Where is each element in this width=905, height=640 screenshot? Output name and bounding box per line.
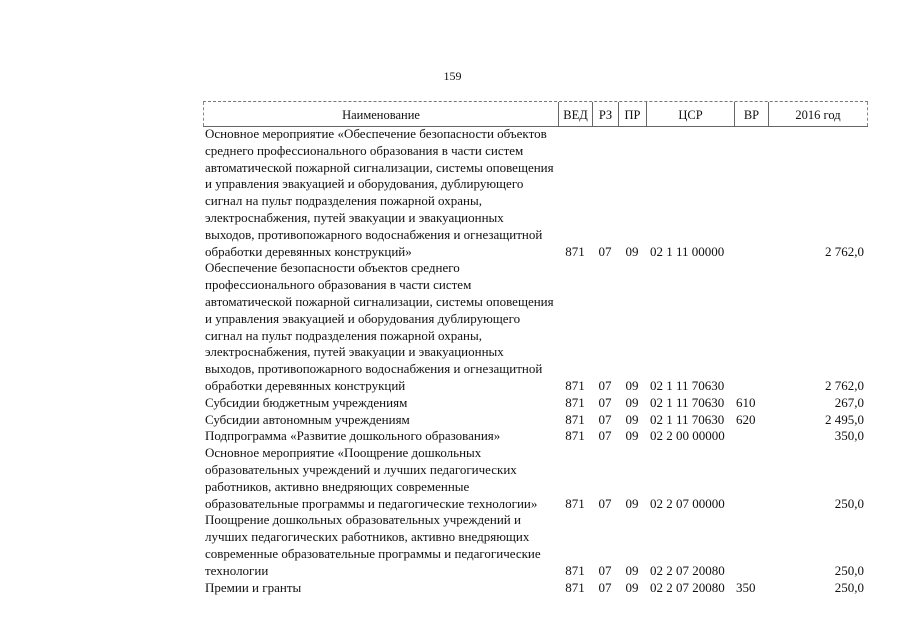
row-name-line: Субсидии бюджетным учреждениям: [205, 394, 408, 410]
header-csr: ЦСР: [646, 102, 734, 126]
row-name: [203, 260, 555, 394]
cell-vr: 350: [736, 579, 756, 595]
row-name-line: Поощрение дошкольных образовательных учреждений и: [205, 512, 521, 528]
row-name: [203, 512, 555, 579]
cell-csr: 02 2 07 00000: [650, 495, 725, 511]
cell-amount: 2 495,0: [825, 411, 864, 427]
cell-csr: 02 2 00 00000: [650, 428, 725, 444]
row-name-line: среднего профессионального образования в части систем: [205, 142, 524, 158]
cell-rz: 07: [598, 562, 612, 578]
row-name-line: автоматической пожарной сигнализации, системы оповещения: [205, 159, 554, 175]
header-name: Наименование: [203, 102, 558, 126]
table-body: [203, 126, 868, 596]
cell-ved: 871: [565, 243, 585, 259]
cell-csr: 02 1 11 70630: [650, 394, 725, 410]
row-name-line: электроснабжения, путей эвакуации и эвакуационных: [205, 344, 504, 360]
row-name-line: Подпрограмма «Развитие дошкольного образования»: [205, 428, 501, 444]
cell-pr: 09: [625, 579, 639, 595]
cell-amount: 267,0: [834, 394, 864, 410]
cell-csr: 02 2 07 20080: [650, 579, 725, 595]
row-name-line: Субсидии автономным учреждениям: [205, 411, 410, 427]
row-name-line: выходов, противопожарного водоснабжения и огнезащитной: [205, 226, 543, 242]
row-name-line: и управления эвакуацией и оборудования дублирующего: [205, 310, 521, 326]
table-row: [203, 580, 868, 597]
cell-ved: 871: [565, 377, 585, 393]
cell-csr: 02 1 11 00000: [650, 243, 725, 259]
table-header: [203, 101, 868, 127]
cell-rz: 07: [598, 394, 612, 410]
cell-csr: 02 1 11 70630: [650, 411, 725, 427]
cell-ved: 871: [565, 428, 585, 444]
cell-pr: 09: [625, 428, 639, 444]
row-name-line: автоматической пожарной сигнализации, системы оповещения: [205, 293, 554, 309]
table-row: [203, 428, 868, 445]
row-name-line: обработки деревянных конструкций»: [205, 243, 412, 259]
row-name-line: Обеспечение безопасности объектов среднего: [205, 260, 460, 276]
row-name-line: образовательные программы и педагогические технологии»: [205, 495, 538, 511]
cell-pr: 09: [625, 562, 639, 578]
row-name: [203, 428, 555, 445]
cell-pr: 09: [625, 394, 639, 410]
row-name-line: сигнал на пульт подразделения пожарной охраны,: [205, 193, 482, 209]
row-name: [203, 412, 555, 429]
table-row: [203, 512, 868, 579]
table-row: [203, 260, 868, 394]
cell-amount: 2 762,0: [825, 377, 864, 393]
row-name-line: Премии и гранты: [205, 579, 302, 595]
row-name-line: Основное мероприятие «Обеспечение безопасности объектов: [205, 126, 547, 141]
row-name-line: работников, активно внедряющих современные: [205, 478, 470, 494]
cell-amount: 250,0: [834, 562, 864, 578]
row-name: [203, 126, 555, 260]
cell-ved: 871: [565, 495, 585, 511]
cell-pr: 09: [625, 243, 639, 259]
header-rz: РЗ: [592, 102, 618, 126]
cell-rz: 07: [598, 428, 612, 444]
cell-amount: 250,0: [834, 495, 864, 511]
cell-ved: 871: [565, 579, 585, 595]
row-name: [203, 445, 555, 512]
cell-rz: 07: [598, 243, 612, 259]
cell-vr: 620: [736, 411, 756, 427]
cell-csr: 02 1 11 70630: [650, 377, 725, 393]
row-name: [203, 395, 555, 412]
table-row: [203, 412, 868, 429]
header-year: 2016 год: [768, 102, 868, 126]
row-name-line: Основное мероприятие «Поощрение дошкольных: [205, 445, 482, 461]
cell-vr: 610: [736, 394, 756, 410]
cell-rz: 07: [598, 579, 612, 595]
header-pr: ПР: [618, 102, 646, 126]
row-name-line: обработки деревянных конструкций: [205, 377, 406, 393]
row-name-line: электроснабжения, путей эвакуации и эвакуационных: [205, 209, 504, 225]
cell-ved: 871: [565, 411, 585, 427]
row-name-line: современные образовательные программы и педагогические: [205, 545, 541, 561]
table-row: [203, 126, 868, 260]
page-number: 159: [443, 69, 462, 83]
header-vr: ВР: [734, 102, 768, 126]
row-name-line: лучших педагогических работников, активно внедряющих: [205, 529, 530, 545]
cell-amount: 250,0: [834, 579, 864, 595]
header-ved: ВЕД: [558, 102, 592, 126]
cell-csr: 02 2 07 20080: [650, 562, 725, 578]
cell-amount: 2 762,0: [825, 243, 864, 259]
row-name-line: технологии: [205, 562, 269, 578]
row-name-line: сигнал на пульт подразделения пожарной охраны,: [205, 327, 482, 343]
cell-rz: 07: [598, 377, 612, 393]
row-name-line: профессионального образования в части систем: [205, 277, 472, 293]
cell-ved: 871: [565, 394, 585, 410]
cell-pr: 09: [625, 495, 639, 511]
row-name: [203, 580, 555, 597]
cell-rz: 07: [598, 495, 612, 511]
row-name-line: и управления эвакуацией и оборудования, дублирующего: [205, 176, 524, 192]
table-row: [203, 445, 868, 512]
cell-rz: 07: [598, 411, 612, 427]
row-name-line: выходов, противопожарного водоснабжения и огнезащитной: [205, 361, 543, 377]
cell-ved: 871: [565, 562, 585, 578]
row-name-line: образовательных учреждений и лучших педагогических: [205, 461, 517, 477]
cell-pr: 09: [625, 411, 639, 427]
cell-pr: 09: [625, 377, 639, 393]
cell-amount: 350,0: [834, 428, 864, 444]
table-row: [203, 395, 868, 412]
